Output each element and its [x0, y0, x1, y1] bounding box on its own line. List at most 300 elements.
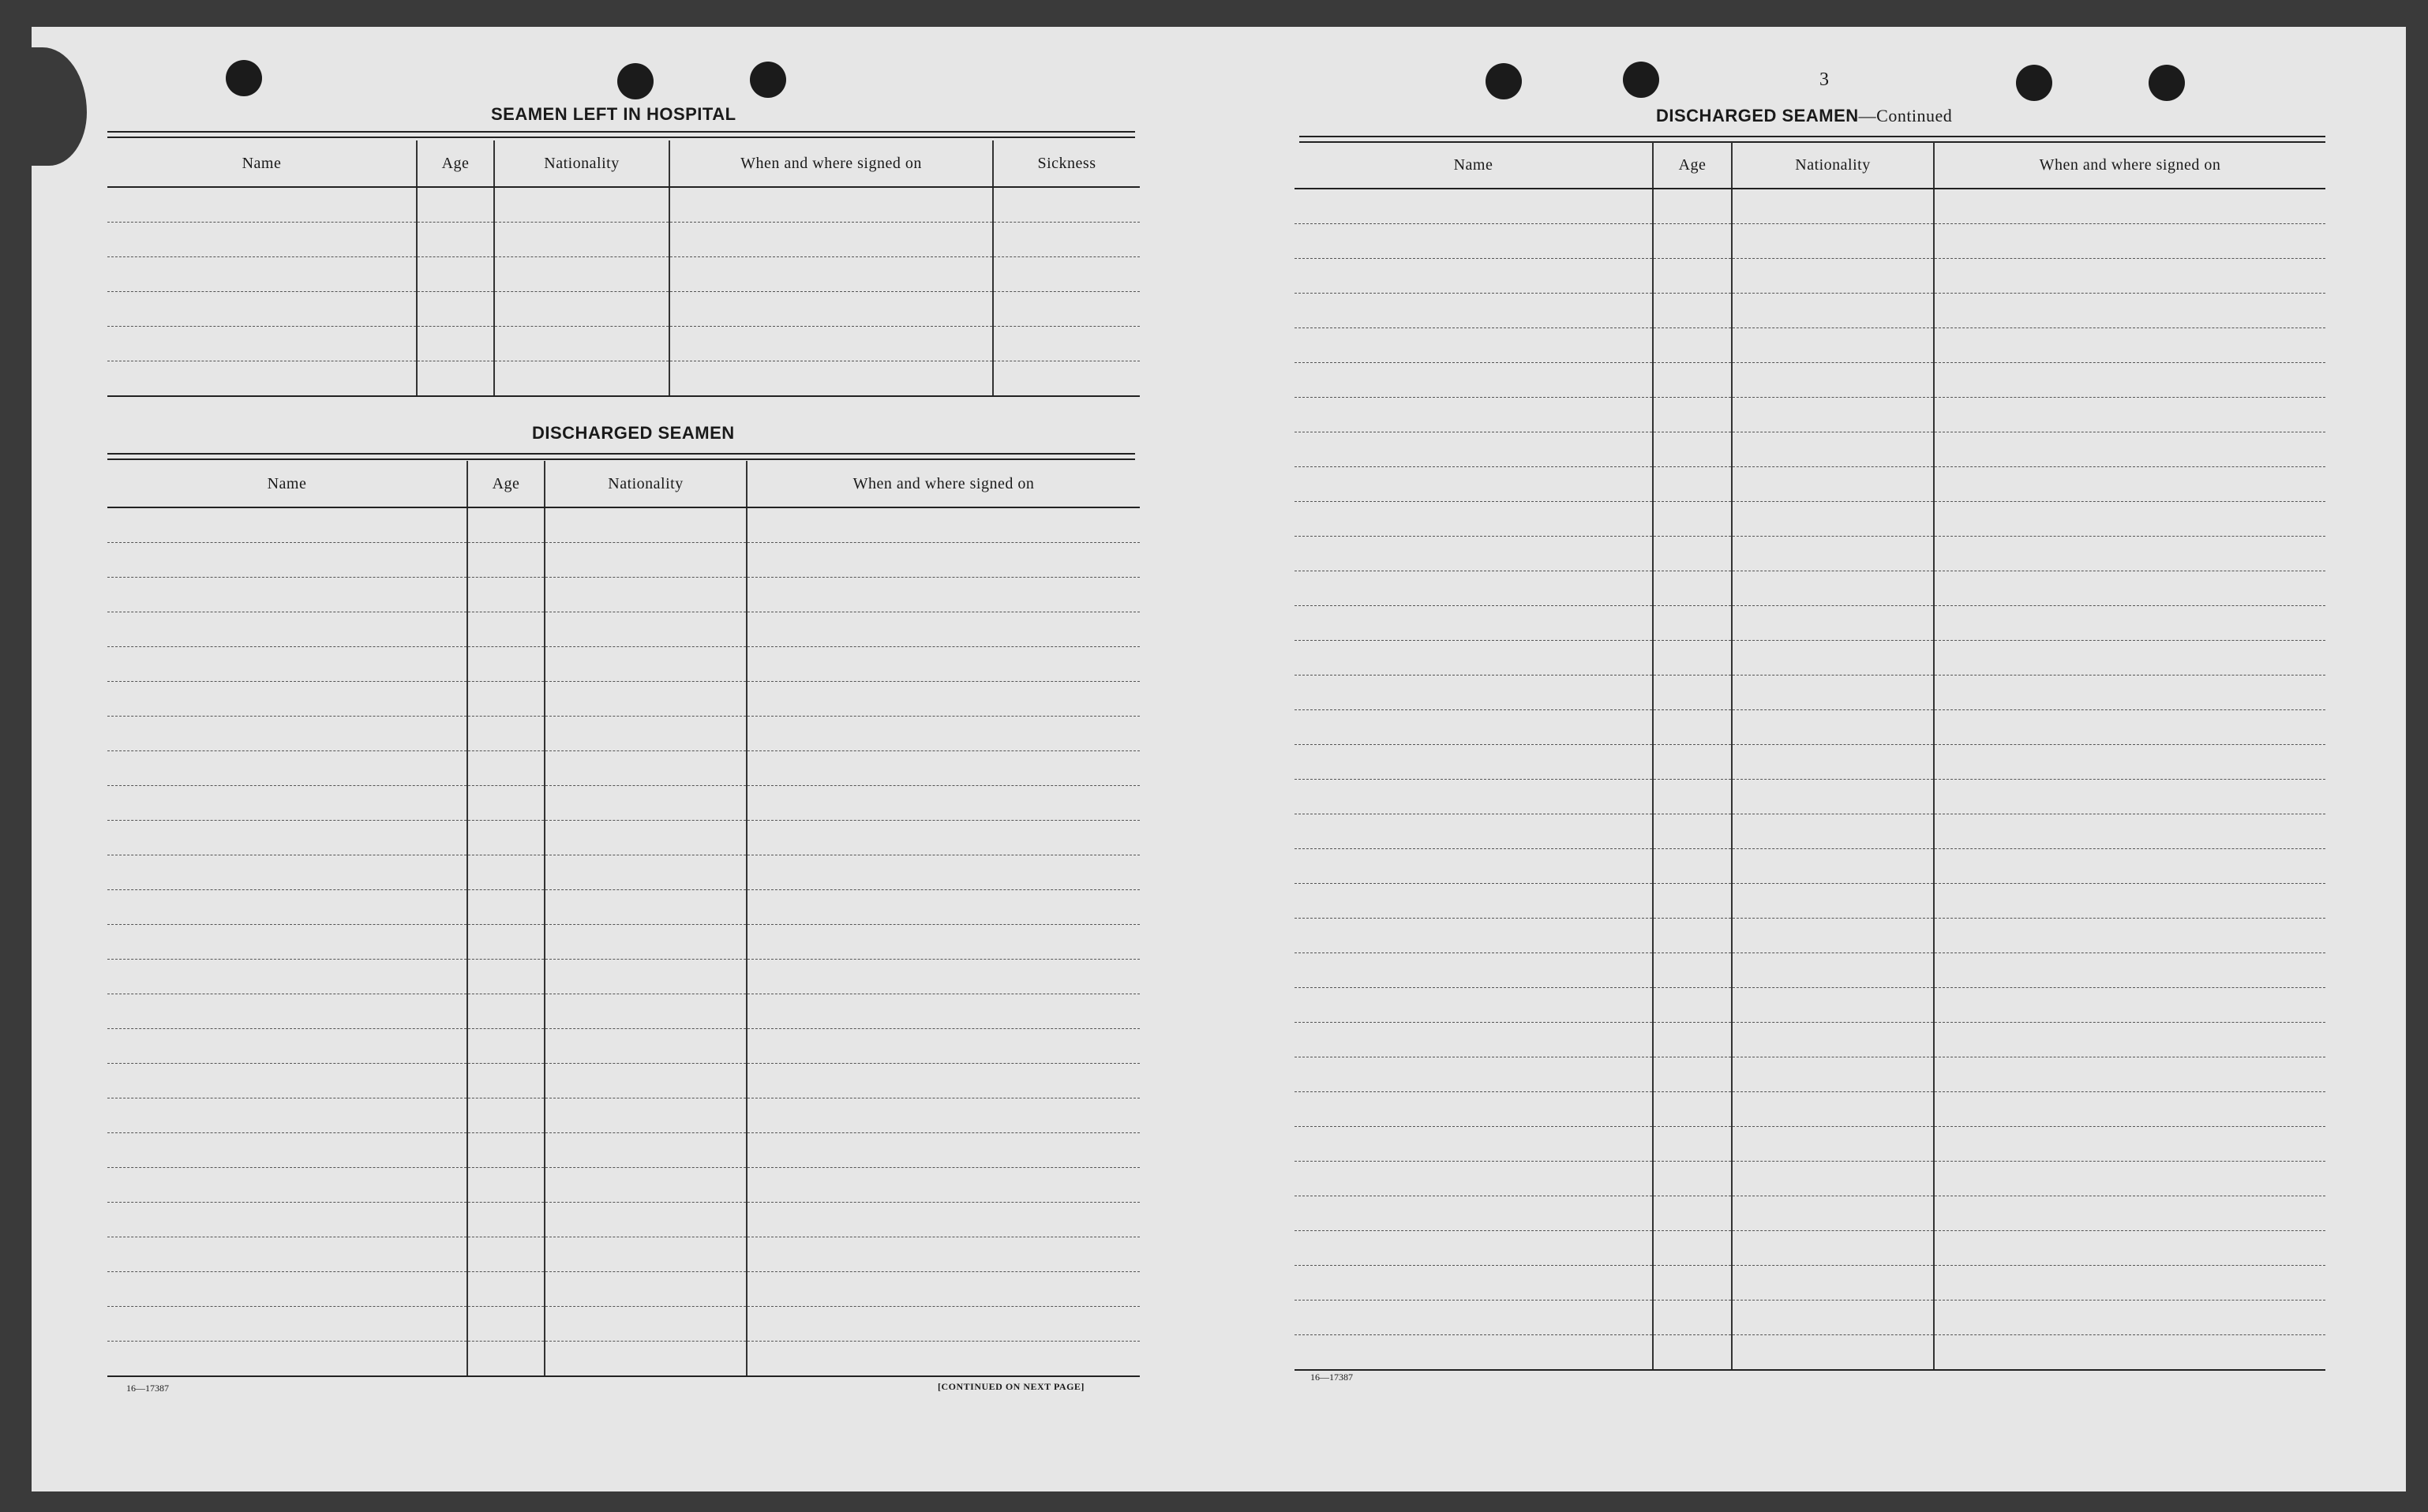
continued-suffix: —Continued [1858, 106, 1953, 125]
form-cell [1934, 189, 2325, 224]
form-cell [669, 292, 993, 327]
form-cell [1653, 1266, 1732, 1301]
form-cell [107, 1029, 467, 1064]
form-row [107, 507, 1140, 543]
form-cell [107, 1342, 467, 1377]
form-cell [417, 292, 494, 327]
form-row [1295, 606, 2325, 641]
form-cell [747, 682, 1140, 717]
continued-discharged-table [1295, 142, 2325, 1371]
form-row [1295, 988, 2325, 1023]
punch-hole [1486, 63, 1522, 99]
form-row [107, 925, 1140, 960]
column-header-nationality: Nationality [1732, 142, 1934, 189]
form-cell [467, 543, 545, 578]
form-cell [1653, 294, 1732, 328]
form-cell [494, 187, 669, 223]
form-row [107, 1133, 1140, 1168]
form-cell [1732, 884, 1934, 919]
form-cell [107, 1272, 467, 1307]
punch-hole [2016, 65, 2052, 101]
form-cell [1934, 537, 2325, 571]
form-cell [1653, 919, 1732, 953]
form-cell [1653, 502, 1732, 537]
form-cell [1653, 1301, 1732, 1335]
form-cell [467, 786, 545, 821]
form-cell [107, 612, 467, 647]
form-row [107, 855, 1140, 890]
form-cell [1295, 919, 1653, 953]
form-cell [545, 1098, 747, 1133]
form-cell [1295, 606, 1653, 641]
form-cell [1732, 1231, 1934, 1266]
form-cell [467, 855, 545, 890]
form-cell [107, 223, 417, 257]
form-cell [545, 682, 747, 717]
form-cell [1732, 294, 1934, 328]
form-cell [545, 1307, 747, 1342]
form-row [107, 543, 1140, 578]
form-cell [747, 507, 1140, 543]
form-cell [1732, 780, 1934, 814]
form-cell [747, 786, 1140, 821]
form-cell [545, 578, 747, 612]
form-cell [1732, 1023, 1934, 1057]
form-cell [1295, 641, 1653, 676]
form-row [1295, 1196, 2325, 1231]
form-cell [1732, 676, 1934, 710]
form-cell [417, 361, 494, 397]
form-row [1295, 502, 2325, 537]
form-cell [1732, 849, 1934, 884]
form-row [107, 1168, 1140, 1203]
form-cell [669, 257, 993, 292]
form-cell [1295, 363, 1653, 398]
form-row [107, 786, 1140, 821]
form-cell [1934, 1092, 2325, 1127]
form-cell [467, 1029, 545, 1064]
form-cell [1732, 363, 1934, 398]
form-cell [1934, 1162, 2325, 1196]
form-cell [1934, 606, 2325, 641]
form-cell [747, 1098, 1140, 1133]
form-cell [107, 1237, 467, 1272]
column-header-age: Age [467, 461, 545, 507]
form-cell [1653, 1092, 1732, 1127]
form-cell [107, 890, 467, 925]
form-cell [1653, 224, 1732, 259]
form-cell [1295, 1057, 1653, 1092]
column-header-nationality: Nationality [545, 461, 747, 507]
form-cell [107, 1168, 467, 1203]
form-cell [107, 994, 467, 1029]
form-cell [747, 960, 1140, 994]
form-cell [1934, 745, 2325, 780]
form-cell [107, 257, 417, 292]
form-cell [1732, 814, 1934, 849]
form-cell [1653, 1196, 1732, 1231]
form-cell [545, 925, 747, 960]
form-cell [1653, 745, 1732, 780]
form-row [1295, 1162, 2325, 1196]
form-row [1295, 467, 2325, 502]
form-cell [1934, 814, 2325, 849]
form-cell [1934, 1023, 2325, 1057]
form-cell [1732, 641, 1934, 676]
form-cell [107, 717, 467, 751]
form-cell [747, 1272, 1140, 1307]
form-cell [467, 717, 545, 751]
form-row [1295, 710, 2325, 745]
form-cell [107, 578, 467, 612]
form-cell [545, 1342, 747, 1377]
form-cell [467, 1098, 545, 1133]
form-cell [494, 257, 669, 292]
table-header-row [1295, 142, 2325, 189]
form-cell [467, 925, 545, 960]
form-cell [1653, 1231, 1732, 1266]
form-cell [107, 1098, 467, 1133]
form-row [1295, 745, 2325, 780]
form-cell [1732, 1162, 1934, 1196]
punch-hole [750, 62, 786, 98]
form-cell [1732, 953, 1934, 988]
form-row [107, 1307, 1140, 1342]
form-cell [1934, 849, 2325, 884]
form-cell [494, 327, 669, 361]
form-cell [1732, 710, 1934, 745]
form-cell [467, 578, 545, 612]
form-cell [1732, 606, 1934, 641]
form-cell [467, 647, 545, 682]
form-cell [107, 786, 467, 821]
form-row [1295, 919, 2325, 953]
form-cell [1653, 780, 1732, 814]
form-cell [1295, 1301, 1653, 1335]
form-cell [1934, 502, 2325, 537]
column-header-sickness: Sickness [993, 140, 1140, 187]
hospital-top-rule [107, 131, 1135, 138]
form-cell [417, 327, 494, 361]
form-cell [107, 543, 467, 578]
form-row [1295, 363, 2325, 398]
form-cell [1934, 884, 2325, 919]
form-cell [1934, 1196, 2325, 1231]
form-cell [545, 1029, 747, 1064]
form-cell [1295, 884, 1653, 919]
form-cell [1934, 259, 2325, 294]
form-row [107, 647, 1140, 682]
form-cell [1295, 676, 1653, 710]
form-cell [1653, 849, 1732, 884]
form-row [107, 187, 1140, 223]
form-cell [1653, 363, 1732, 398]
form-cell [1295, 1127, 1653, 1162]
form-cell [1732, 1196, 1934, 1231]
form-cell [1295, 398, 1653, 432]
form-cell [107, 1133, 467, 1168]
form-row [107, 292, 1140, 327]
form-cell [1653, 641, 1732, 676]
form-cell [107, 647, 467, 682]
form-cell [545, 1272, 747, 1307]
form-row [1295, 1057, 2325, 1092]
form-row [107, 1064, 1140, 1098]
form-cell [1732, 1301, 1934, 1335]
form-row [1295, 294, 2325, 328]
form-row [107, 223, 1140, 257]
form-cell [1732, 988, 1934, 1023]
form-cell [1295, 745, 1653, 780]
discharged-continued-title-main: DISCHARGED SEAMEN [1656, 106, 1859, 125]
form-cell [1653, 1127, 1732, 1162]
form-cell [1295, 849, 1653, 884]
column-header-nationality: Nationality [494, 140, 669, 187]
form-row [107, 717, 1140, 751]
form-row [107, 1237, 1140, 1272]
form-cell [1934, 919, 2325, 953]
form-row [107, 751, 1140, 786]
form-cell [993, 257, 1140, 292]
form-cell [1934, 363, 2325, 398]
form-row [1295, 224, 2325, 259]
punch-hole [226, 60, 262, 96]
form-cell [1934, 953, 2325, 988]
form-row [107, 994, 1140, 1029]
form-cell [545, 821, 747, 855]
form-cell [107, 327, 417, 361]
form-cell [467, 751, 545, 786]
continued-note: [CONTINUED ON NEXT PAGE] [938, 1381, 1085, 1392]
form-cell [1295, 780, 1653, 814]
form-cell [1732, 1266, 1934, 1301]
form-cell [1653, 537, 1732, 571]
form-cell [1295, 224, 1653, 259]
form-cell [467, 994, 545, 1029]
form-cell [1653, 571, 1732, 606]
form-cell [1295, 1162, 1653, 1196]
form-cell [747, 925, 1140, 960]
form-row [1295, 641, 2325, 676]
form-cell [1653, 398, 1732, 432]
form-row [107, 1029, 1140, 1064]
form-cell [1653, 259, 1732, 294]
form-cell [1653, 884, 1732, 919]
form-cell [1934, 328, 2325, 363]
form-cell [1653, 606, 1732, 641]
form-cell [1732, 259, 1934, 294]
form-cell [747, 543, 1140, 578]
form-cell [1295, 432, 1653, 467]
form-cell [1934, 1231, 2325, 1266]
form-cell [1934, 780, 2325, 814]
form-cell [669, 187, 993, 223]
form-cell [1653, 953, 1732, 988]
form-cell [669, 223, 993, 257]
form-cell [747, 612, 1140, 647]
form-cell [1295, 502, 1653, 537]
form-cell [1295, 537, 1653, 571]
form-cell [467, 682, 545, 717]
form-cell [1295, 1231, 1653, 1266]
form-number: 16—17387 [126, 1383, 169, 1394]
form-row [107, 327, 1140, 361]
form-cell [1653, 1162, 1732, 1196]
form-cell [1295, 1335, 1653, 1371]
form-cell [545, 612, 747, 647]
form-row [107, 1203, 1140, 1237]
form-cell [747, 1342, 1140, 1377]
form-cell [1934, 571, 2325, 606]
form-cell [545, 994, 747, 1029]
form-cell [1934, 641, 2325, 676]
page-number: 3 [1819, 69, 1829, 90]
form-cell [747, 821, 1140, 855]
form-cell [747, 578, 1140, 612]
form-cell [107, 187, 417, 223]
form-cell [467, 507, 545, 543]
form-row [107, 361, 1140, 397]
form-cell [1732, 189, 1934, 224]
form-cell [417, 223, 494, 257]
form-cell [417, 257, 494, 292]
form-row [1295, 953, 2325, 988]
form-cell [467, 1203, 545, 1237]
form-row [1295, 259, 2325, 294]
form-cell [747, 1168, 1140, 1203]
form-cell [1295, 294, 1653, 328]
form-cell [545, 786, 747, 821]
form-cell [467, 1237, 545, 1272]
form-cell [1295, 814, 1653, 849]
form-cell [993, 361, 1140, 397]
form-cell [545, 751, 747, 786]
form-row [107, 960, 1140, 994]
form-cell [747, 1203, 1140, 1237]
form-row [107, 821, 1140, 855]
form-cell [1295, 1196, 1653, 1231]
form-cell [494, 361, 669, 397]
form-row [107, 890, 1140, 925]
form-cell [467, 1064, 545, 1098]
form-cell [1934, 1127, 2325, 1162]
form-cell [1732, 467, 1934, 502]
form-cell [107, 751, 467, 786]
form-row [1295, 676, 2325, 710]
form-row [1295, 814, 2325, 849]
form-cell [1653, 432, 1732, 467]
form-cell [1295, 189, 1653, 224]
form-cell [1934, 710, 2325, 745]
form-row [1295, 884, 2325, 919]
form-cell [494, 292, 669, 327]
form-cell [1934, 224, 2325, 259]
punch-hole [617, 63, 654, 99]
form-cell [1934, 294, 2325, 328]
form-row [1295, 398, 2325, 432]
form-cell [545, 1168, 747, 1203]
form-row [1295, 1301, 2325, 1335]
form-cell [1934, 398, 2325, 432]
punch-hole [1623, 62, 1659, 98]
form-cell [747, 1064, 1140, 1098]
form-cell [545, 1237, 747, 1272]
form-cell [1732, 502, 1934, 537]
hospital-section-title: SEAMEN LEFT IN HOSPITAL [491, 104, 736, 124]
form-cell [747, 1133, 1140, 1168]
form-row [107, 1098, 1140, 1133]
form-cell [1934, 432, 2325, 467]
form-cell [669, 327, 993, 361]
table-header-row [107, 140, 1140, 187]
form-cell [1653, 814, 1732, 849]
form-cell [747, 1307, 1140, 1342]
form-cell [107, 1064, 467, 1098]
form-cell [545, 960, 747, 994]
form-cell [1653, 1335, 1732, 1371]
form-cell [1934, 467, 2325, 502]
form-cell [1653, 676, 1732, 710]
discharged-top-rule [107, 453, 1135, 460]
form-cell [107, 292, 417, 327]
form-row [1295, 1023, 2325, 1057]
table-header-row [107, 461, 1140, 507]
form-cell [1732, 1092, 1934, 1127]
column-header-name: Name [107, 140, 417, 187]
form-row [1295, 1231, 2325, 1266]
form-row [1295, 1266, 2325, 1301]
form-cell [545, 1064, 747, 1098]
form-cell [1653, 328, 1732, 363]
form-cell [545, 890, 747, 925]
form-cell [467, 960, 545, 994]
form-cell [467, 1342, 545, 1377]
form-cell [747, 855, 1140, 890]
form-cell [107, 361, 417, 397]
form-cell [1295, 710, 1653, 745]
form-row [1295, 189, 2325, 224]
form-row [107, 578, 1140, 612]
form-cell [1653, 467, 1732, 502]
form-cell [107, 1307, 467, 1342]
form-cell [993, 187, 1140, 223]
form-cell [993, 292, 1140, 327]
form-cell [747, 647, 1140, 682]
form-cell [1732, 1335, 1934, 1371]
form-cell [1295, 1266, 1653, 1301]
form-cell [107, 682, 467, 717]
form-row [107, 1342, 1140, 1377]
form-cell [1934, 1057, 2325, 1092]
discharged-table [107, 461, 1140, 1377]
form-cell [747, 1029, 1140, 1064]
form-cell [1934, 1301, 2325, 1335]
form-cell [1295, 571, 1653, 606]
form-cell [545, 543, 747, 578]
form-cell [1732, 537, 1934, 571]
form-cell [1934, 1266, 2325, 1301]
form-cell [545, 647, 747, 682]
form-cell [1653, 710, 1732, 745]
form-row [1295, 537, 2325, 571]
form-cell [669, 361, 993, 397]
form-row [107, 612, 1140, 647]
form-cell [545, 1133, 747, 1168]
form-number: 16—17387 [1310, 1372, 1353, 1383]
form-cell [545, 855, 747, 890]
column-header-signed-on: When and where signed on [1934, 142, 2325, 189]
form-cell [467, 1307, 545, 1342]
